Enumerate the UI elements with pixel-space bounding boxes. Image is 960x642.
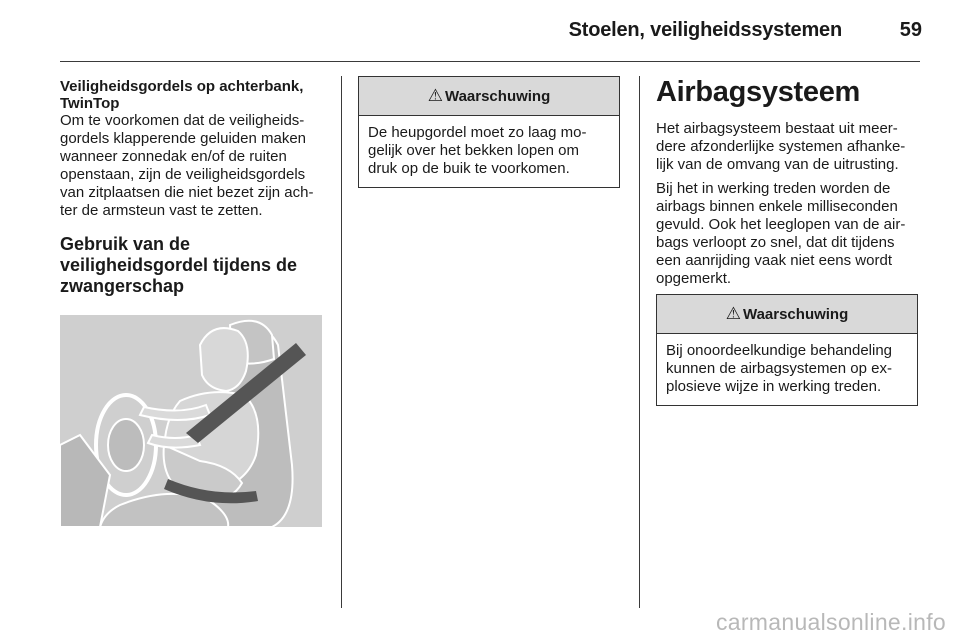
rear-belts-subheading: Veiligheidsgordels op achterbank, TwinTop bbox=[60, 78, 304, 112]
warning-box-pregnancy bbox=[358, 76, 620, 188]
warning-text: Bij onoordeelkundige behandeling kunnen de airbagsystemen op ex- plosieve wijze in werking treden. bbox=[666, 342, 893, 395]
column-1 bbox=[60, 78, 326, 527]
header-rule bbox=[60, 61, 920, 62]
page-number: 59 bbox=[899, 19, 922, 41]
airbag-paragraph-2: Bij het in werking treden worden de airbags binnen enkele milliseconden gevuld. Ook het leeglopen van de air- bags verloopt zo snel, dat dit tijdens een aanrijding vaak niet eens wordt opgemerkt. bbox=[656, 180, 906, 287]
column-2 bbox=[358, 76, 624, 188]
column-3 bbox=[656, 76, 922, 406]
page-header bbox=[0, 0, 960, 62]
column-divider-1 bbox=[341, 76, 342, 608]
watermark: carmanualsonline.info bbox=[715, 609, 946, 635]
pregnancy-heading: Gebruik van de veiligheidsgordel tijdens de zwangerschap bbox=[60, 234, 298, 296]
airbag-paragraph-1: Het airbagsysteem bestaat uit meer- dere afzonderlijke systemen afhanke- lijk van de omvang van de uitrusting. bbox=[656, 120, 906, 173]
rear-belts-paragraph: Om te voorkomen dat de veiligheids- gordels klapperende geluiden maken wanneer zonnedak en/of de ruiten openstaan, zijn de veiligheidsgordels van zitplaatsen die niet bezet zijn ach- ter de armsteun vast te zetten. bbox=[60, 112, 314, 219]
warning-triangle-icon: ⚠ bbox=[427, 86, 443, 105]
warning-title: Waarschuwing bbox=[742, 305, 849, 323]
illustration-svg bbox=[60, 315, 322, 527]
header-title: Stoelen, veiligheidssystemen bbox=[568, 19, 842, 41]
warning-header bbox=[657, 295, 917, 334]
pregnant-driver-seatbelt-illustration bbox=[60, 315, 322, 527]
warning-box-airbag bbox=[656, 294, 918, 406]
warning-triangle-icon: ⚠ bbox=[725, 304, 741, 323]
airbag-heading: Airbagsysteem bbox=[656, 76, 861, 108]
warning-header bbox=[359, 77, 619, 116]
warning-title: Waarschuwing bbox=[444, 87, 551, 105]
column-divider-2 bbox=[639, 76, 640, 608]
warning-text: De heupgordel moet zo laag mo- gelijk over het bekken lopen om druk op de buik te voorkomen. bbox=[368, 124, 587, 177]
